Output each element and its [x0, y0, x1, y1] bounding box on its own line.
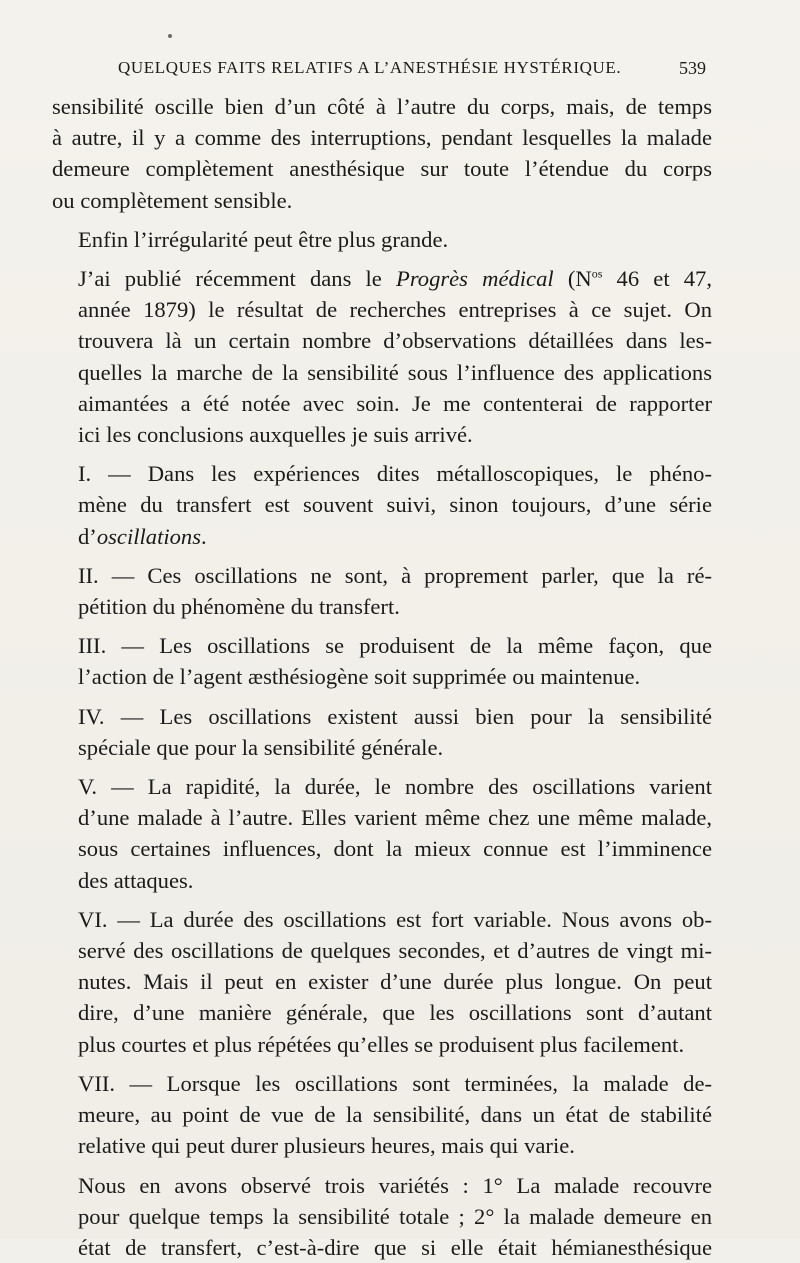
text-line: [52, 521, 712, 552]
text-line: dire, d’une manière générale, que les oscillations sont d’autant: [52, 997, 712, 1028]
text-line: IV. — Les oscillations existent aussi bien pour la sensibilité: [52, 701, 712, 732]
text-run: J’ai publié récemment dans le: [78, 266, 396, 291]
text-line: spéciale que pour la sensibilité générale.: [52, 732, 712, 763]
text-line: quelles la marche de la sensibilité sous l’influence des applications: [52, 357, 712, 388]
text-line: ou complètement sensible.: [52, 185, 712, 216]
text-line: plus courtes et plus répétées qu’elles se produisent plus facilement.: [52, 1029, 712, 1060]
text-line: relative qui peut durer plusieurs heures, mais qui varie.: [52, 1130, 712, 1161]
paragraph: [52, 91, 712, 216]
text-run: (N: [554, 266, 592, 291]
text-line: I. — Dans les expériences dites métalloscopiques, le phéno-: [52, 458, 712, 489]
text-line: ici les conclusions auxquelles je suis arrivé.: [52, 419, 712, 450]
text-run: .: [201, 524, 207, 549]
paragraph: [52, 904, 712, 1060]
text-line: VII. — Lorsque les oscillations sont terminées, la malade de-: [52, 1068, 712, 1099]
italic-term: oscillations: [97, 524, 201, 549]
text-line: année 1879) le résultat de recherches entreprises à ce sujet. On: [52, 294, 712, 325]
text-line: à autre, il y a comme des interruptions, pendant lesquelles la malade: [52, 122, 712, 153]
page-number: 539: [679, 58, 706, 79]
body-text: [52, 91, 712, 1263]
paragraph: [52, 1068, 712, 1162]
text-line: sensibilité oscille bien d’un côté à l’autre du corps, mais, de temps: [52, 91, 712, 122]
text-line: III. — Les oscillations se produisent de la même façon, que: [52, 630, 712, 661]
text-line: meure, au point de vue de la sensibilité, dans un état de stabilité: [52, 1099, 712, 1130]
text-line: Enfin l’irrégularité peut être plus grande.: [52, 224, 712, 255]
text-line: des attaques.: [52, 865, 712, 896]
journal-title: Progrès médical: [396, 266, 554, 291]
text-line: VI. — La durée des oscillations est fort variable. Nous avons ob-: [52, 904, 712, 935]
text-line: II. — Ces oscillations ne sont, à proprement parler, que la ré-: [52, 560, 712, 591]
superscript: os: [592, 266, 603, 280]
text-run: 46 et 47,: [602, 266, 712, 291]
page-header: [118, 58, 706, 84]
text-line: l’action de l’agent æsthésiogène soit supprimée ou maintenue.: [52, 661, 712, 692]
text-line: d’une malade à l’autre. Elles varient même chez une même malade,: [52, 802, 712, 833]
text-line: sous certaines influences, dont la mieux connue est l’imminence: [52, 833, 712, 864]
text-line: demeure complètement anesthésique sur toute l’étendue du corps: [52, 153, 712, 184]
paragraph: [52, 630, 712, 692]
text-line: Nous en avons observé trois variétés : 1° La malade recouvre: [52, 1170, 712, 1201]
text-line: mène du transfert est souvent suivi, sinon toujours, d’une série: [52, 489, 712, 520]
text-line: trouvera là un certain nombre d’observations détaillées dans les-: [52, 325, 712, 356]
paragraph: [52, 701, 712, 763]
text-line: pétition du phénomène du transfert.: [52, 591, 712, 622]
text-line: servé des oscillations de quelques secondes, et d’autres de vingt mi-: [52, 935, 712, 966]
text-line: [52, 263, 712, 294]
text-line: pour quelque temps la sensibilité totale ; 2° la malade demeure en: [52, 1201, 712, 1232]
paragraph: [52, 458, 712, 552]
ink-speck: [168, 34, 172, 38]
paragraph: [52, 771, 712, 896]
text-line: V. — La rapidité, la durée, le nombre des oscillations varient: [52, 771, 712, 802]
text-run: d’: [78, 524, 97, 549]
paragraph: [52, 263, 712, 450]
paragraph: [52, 560, 712, 622]
text-line: état de transfert, c’est-à-dire que si elle était hémianesthésique: [52, 1232, 712, 1263]
text-line: nutes. Mais il peut en exister d’une durée plus longue. On peut: [52, 966, 712, 997]
paragraph: [52, 1170, 712, 1263]
paragraph: [52, 224, 712, 255]
running-title: QUELQUES FAITS RELATIFS A L’ANESTHÉSIE HYSTÉRIQUE.: [118, 58, 621, 78]
text-line: aimantées a été notée avec soin. Je me contenterai de rapporter: [52, 388, 712, 419]
